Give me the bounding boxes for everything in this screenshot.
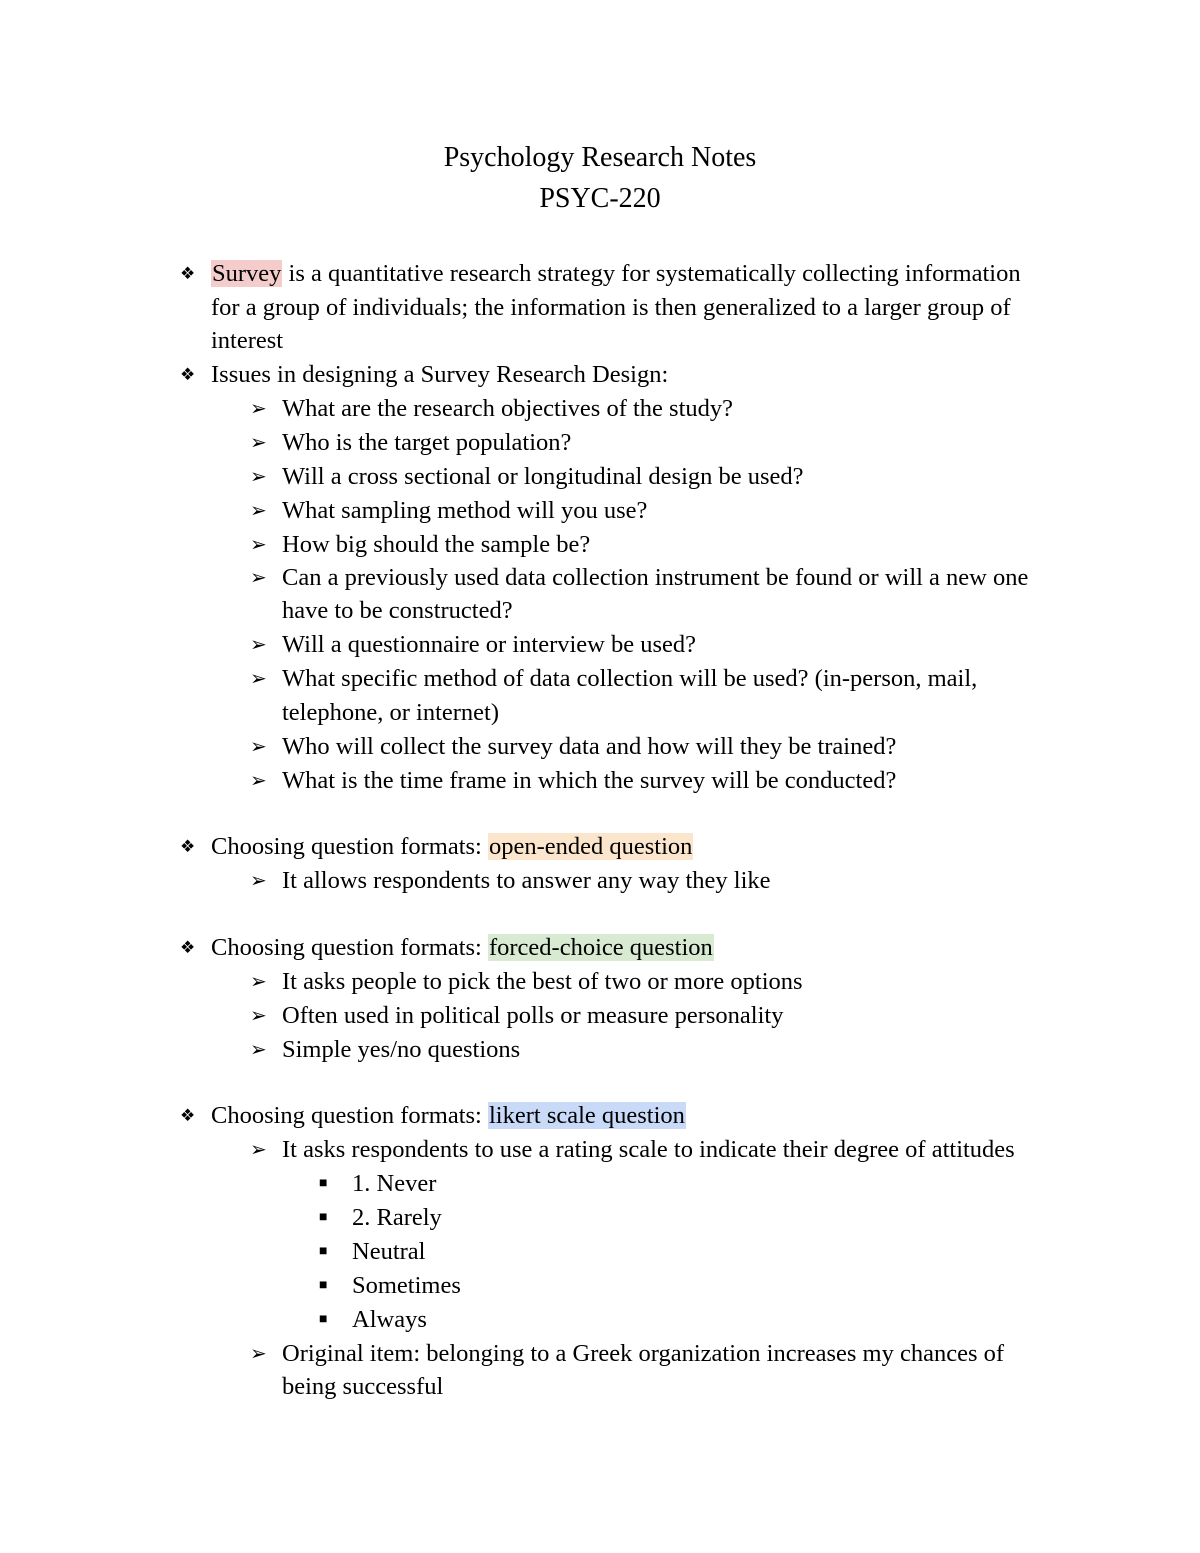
arrow-bullet-icon: ➢ [250, 1343, 267, 1365]
issue-item: Will a questionnaire or interview be used? [282, 631, 697, 658]
likert-item-continuation: being successful [282, 1373, 444, 1400]
survey-definition-line-1 [211, 257, 1021, 291]
survey-term-highlight: Survey [212, 260, 282, 287]
square-bullet-icon: ■ [319, 1312, 328, 1327]
likert-scale-option: Neutral [352, 1238, 426, 1265]
square-bullet-icon: ■ [319, 1176, 328, 1191]
forced-choice-item: It asks people to pick the best of two or more options [282, 968, 803, 995]
document-title: Psychology Research Notes [443, 142, 757, 173]
arrow-bullet-icon: ➢ [250, 870, 267, 892]
survey-definition-line-2: for a group of individuals; the information is then generalized to a larger group of [211, 294, 1011, 321]
forced-choice-heading [211, 931, 714, 965]
arrow-bullet-icon: ➢ [250, 567, 267, 589]
issue-item: Will a cross sectional or longitudinal design be used? [282, 463, 804, 490]
issues-heading: Issues in designing a Survey Research Design: [211, 361, 669, 388]
likert-item: It asks respondents to use a rating scale to indicate their degree of attitudes [282, 1136, 1015, 1163]
arrow-bullet-icon: ➢ [250, 736, 267, 758]
issue-item-continuation: have to be constructed? [282, 597, 513, 624]
issue-item: How big should the sample be? [282, 531, 591, 558]
likert-scale-option: Sometimes [352, 1272, 461, 1299]
heading-prefix: Choosing question formats: [211, 833, 488, 860]
issue-item: What is the time frame in which the survey will be conducted? [282, 767, 897, 794]
diamond-bullet-icon: ❖ [180, 837, 196, 856]
arrow-bullet-icon: ➢ [250, 770, 267, 792]
arrow-bullet-icon: ➢ [250, 398, 267, 420]
issue-item: Who will collect the survey data and how will they be trained? [282, 733, 897, 760]
issue-item: Can a previously used data collection instrument be found or will a new one [282, 564, 1029, 591]
diamond-bullet-icon: ❖ [180, 264, 196, 283]
diamond-bullet-icon: ❖ [180, 365, 196, 384]
likert-heading [211, 1099, 686, 1133]
arrow-bullet-icon: ➢ [250, 971, 267, 993]
arrow-bullet-icon: ➢ [250, 534, 267, 556]
arrow-bullet-icon: ➢ [250, 1139, 267, 1161]
square-bullet-icon: ■ [319, 1278, 328, 1293]
likert-item: Original item: belonging to a Greek organization increases my chances of [282, 1340, 1005, 1367]
arrow-bullet-icon: ➢ [250, 634, 267, 656]
forced-choice-item: Often used in political polls or measure personality [282, 1002, 784, 1029]
heading-prefix: Choosing question formats: [211, 934, 488, 961]
arrow-bullet-icon: ➢ [250, 432, 267, 454]
diamond-bullet-icon: ❖ [180, 938, 196, 957]
likert-scale-option: 2. Rarely [352, 1204, 442, 1231]
issue-item: What specific method of data collection will be used? (in-person, mail, [282, 665, 978, 692]
open-ended-heading [211, 830, 693, 864]
course-code: PSYC-220 [539, 183, 661, 214]
arrow-bullet-icon: ➢ [250, 1039, 267, 1061]
forced-choice-term-highlight: forced-choice question [488, 934, 713, 961]
open-ended-item: It allows respondents to answer any way they like [282, 867, 771, 894]
forced-choice-item: Simple yes/no questions [282, 1036, 521, 1063]
likert-term-highlight: likert scale question [488, 1102, 685, 1129]
survey-definition-text: is a quantitative research strategy for systematically collecting information [282, 260, 1021, 287]
square-bullet-icon: ■ [319, 1210, 328, 1225]
issue-item: What sampling method will you use? [282, 497, 648, 524]
diamond-bullet-icon: ❖ [180, 1106, 196, 1125]
arrow-bullet-icon: ➢ [250, 500, 267, 522]
likert-scale-option: 1. Never [352, 1170, 437, 1197]
likert-scale-option: Always [352, 1306, 427, 1333]
open-ended-term-highlight: open-ended question [488, 833, 693, 860]
arrow-bullet-icon: ➢ [250, 668, 267, 690]
issue-item: Who is the target population? [282, 429, 572, 456]
survey-definition-line-3: interest [211, 327, 284, 354]
heading-prefix: Choosing question formats: [211, 1102, 488, 1129]
arrow-bullet-icon: ➢ [250, 1005, 267, 1027]
issue-item: What are the research objectives of the study? [282, 395, 734, 422]
square-bullet-icon: ■ [319, 1244, 328, 1259]
arrow-bullet-icon: ➢ [250, 466, 267, 488]
issue-item-continuation: telephone, or internet) [282, 699, 500, 726]
